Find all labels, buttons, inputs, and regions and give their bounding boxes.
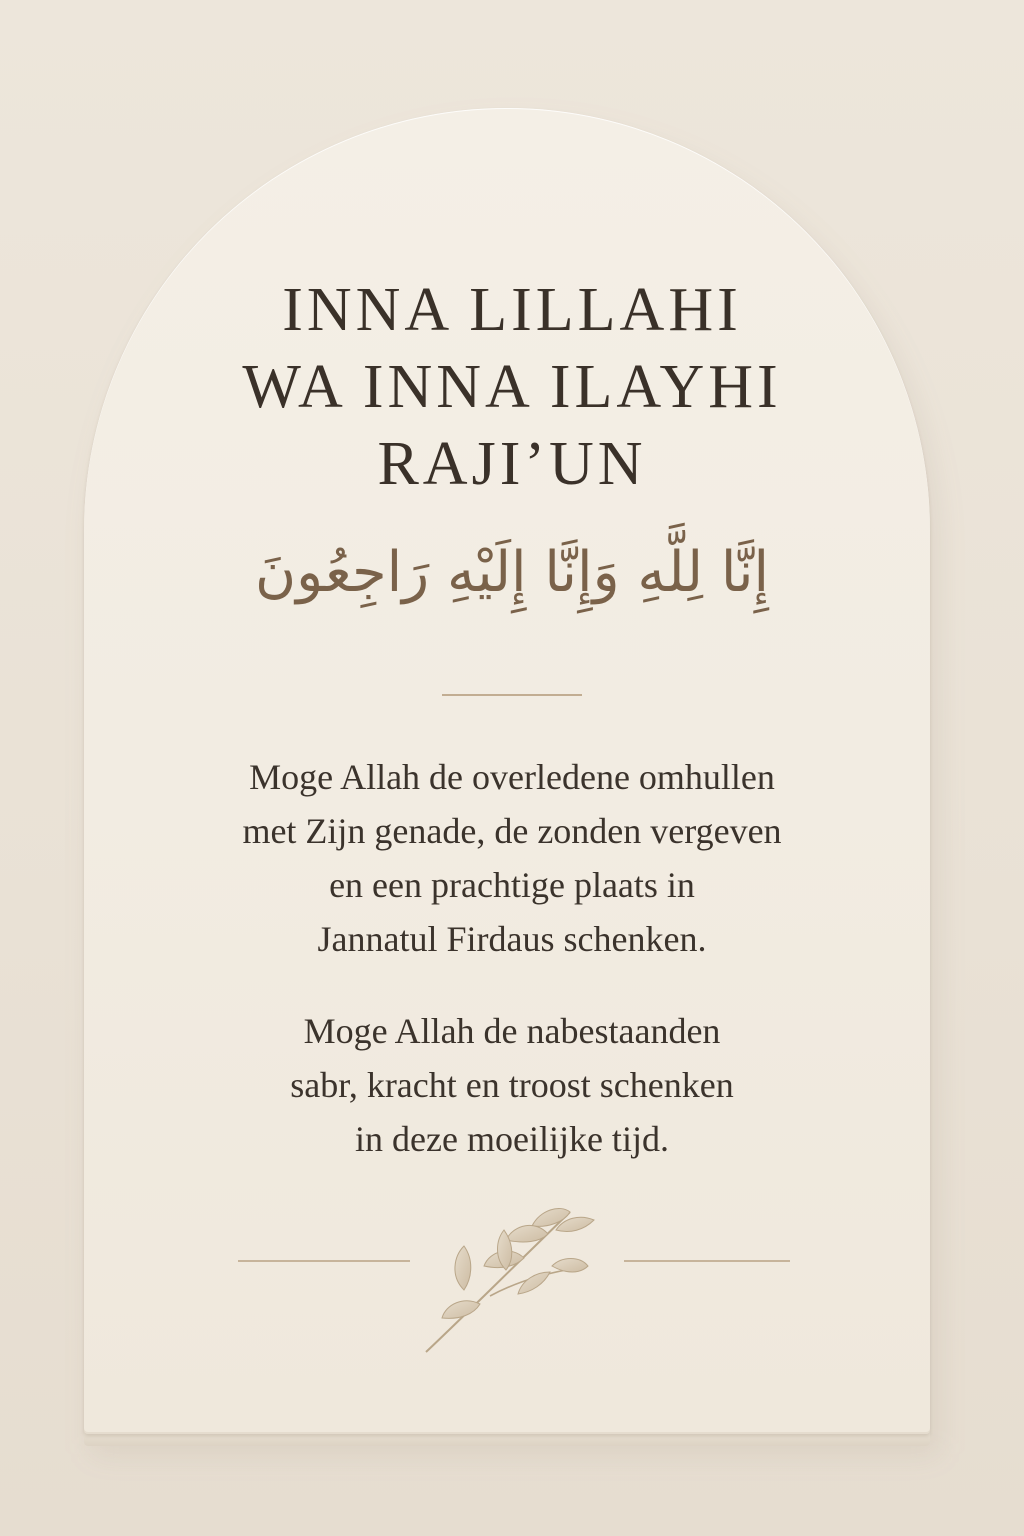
prayer-paragraph-bereaved xyxy=(180,1004,844,1166)
olive-branch-icon xyxy=(420,1200,610,1360)
arabic-phrase: إِنَّا لِلَّهِ وَإِنَّا إِلَيْهِ رَاجِعُونَ xyxy=(254,540,770,605)
short-divider xyxy=(442,694,582,696)
paragraph-line: Moge Allah de overledene omhullen xyxy=(249,757,775,797)
paragraph-line: Moge Allah de nabestaanden xyxy=(303,1011,721,1051)
title-line: WA INNA ILAYHI xyxy=(242,353,782,421)
paragraph-line: met Zijn genade, de zonden vergeven xyxy=(242,811,782,851)
card-title xyxy=(180,272,844,503)
prayer-paragraph-deceased xyxy=(180,750,844,966)
title-line: INNA LILLAHI xyxy=(282,276,742,344)
title-line: RAJI’UN xyxy=(377,430,647,498)
paragraph-line: Jannatul Firdaus schenken. xyxy=(317,919,707,959)
paragraph-line: in deze moeilijke tijd. xyxy=(355,1119,669,1159)
paragraph-line: sabr, kracht en troost schenken xyxy=(290,1065,734,1105)
paragraph-line: en een prachtige plaats in xyxy=(329,865,695,905)
card-edge xyxy=(84,1432,930,1446)
ornament-rule-right xyxy=(624,1260,790,1262)
ornament-rule-left xyxy=(238,1260,410,1262)
